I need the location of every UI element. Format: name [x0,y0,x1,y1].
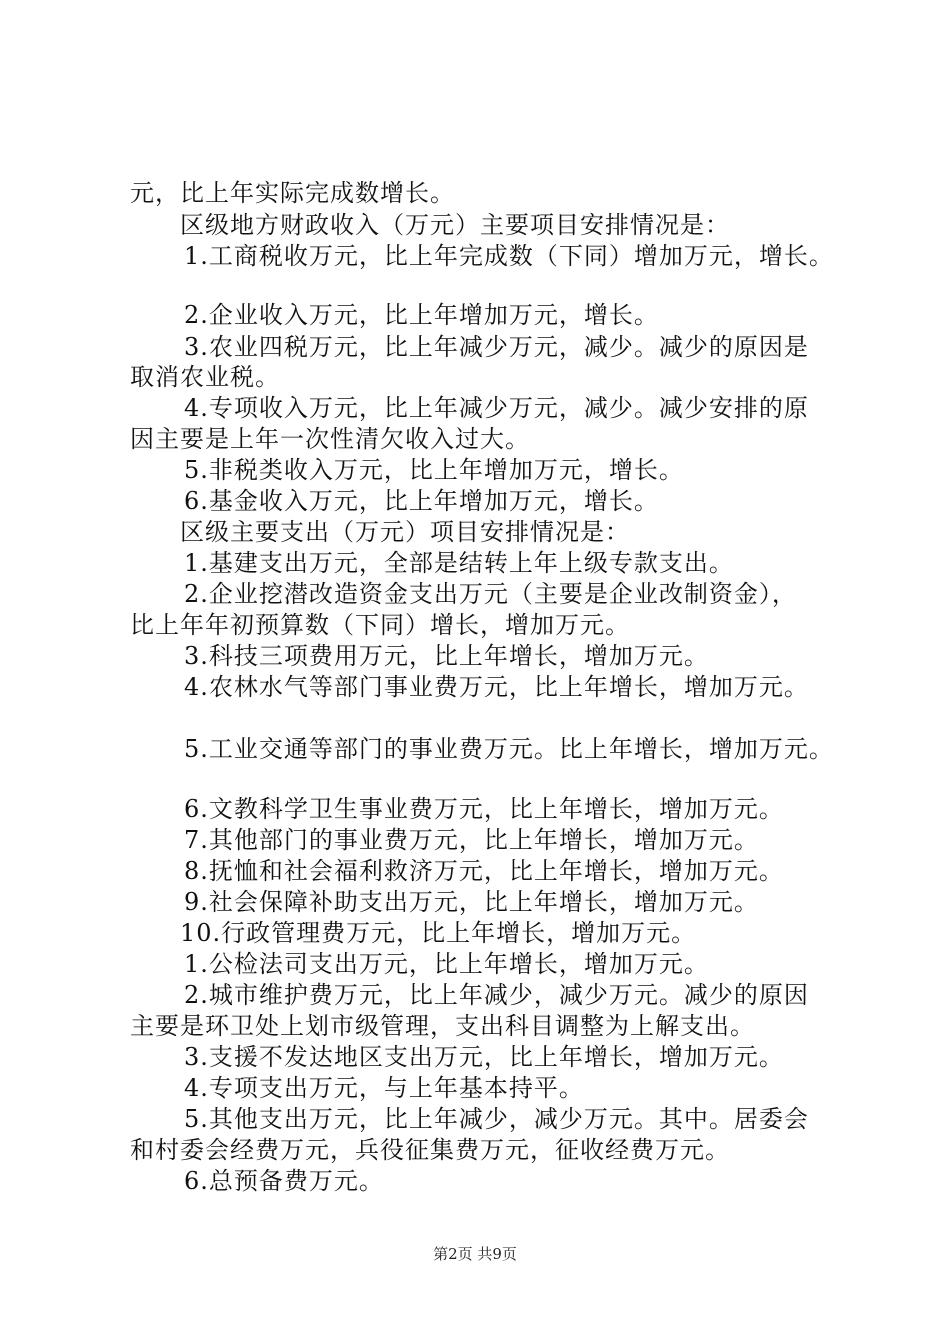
page-number-footer: 第2页 共9页 [433,1245,517,1263]
text-line-13: 2.企业挖潜改造资金支出万元（主要是企业改制资金）， [184,580,797,608]
text-line-19: 7.其他部门的事业费万元，比上年增长，增加万元。 [184,826,759,854]
text-line-24: 2.城市维护费万元，比上年减少，减少万元。减少的原因 [184,981,809,1009]
text-line-4: 2.企业收入万元，比上年增加万元，增长。 [184,301,659,329]
text-line-14: 比上年年初预算数（下同）增长，增加万元。 [130,611,630,639]
text-line-25: 主要是环卫处上划市级管理，支出科目调整为上解支出。 [130,1012,755,1040]
text-line-22: 10.行政管理费万元，比上年增长，增加万元。 [180,919,697,947]
text-line-23: 1.公检法司支出万元，比上年增长，增加万元。 [184,950,709,978]
text-line-30: 6.总预备费万元。 [184,1167,384,1195]
text-line-29: 和村委会经费万元，兵役征集费万元，征收经费万元。 [130,1136,730,1164]
text-line-16: 4.农林水气等部门事业费万元，比上年增长，增加万元。 [184,673,809,701]
text-line-12: 1.基建支出万元，全部是结转上年上级专款支出。 [184,549,734,577]
text-line-6: 取消农业税。 [130,363,280,391]
text-line-5: 3.农业四税万元，比上年减少万元，减少。减少的原因是 [184,333,809,361]
text-line-28: 5.其他支出万元，比上年减少，减少万元。其中。居委会 [184,1105,809,1133]
text-line-8: 因主要是上年一次性清欠收入过大。 [130,425,530,453]
text-line-3: 1.工商税收万元，比上年完成数（下同）增加万元，增长。 [184,242,834,270]
text-line-2: 区级地方财政收入（万元）主要项目安排情况是： [180,211,730,239]
text-line-17: 5.工业交通等部门的事业费万元。比上年增长，增加万元。 [184,735,834,763]
text-line-18: 6.文教科学卫生事业费万元，比上年增长，增加万元。 [184,795,784,823]
text-line-26: 3.支援不发达地区支出万元，比上年增长，增加万元。 [184,1043,784,1071]
text-line-7: 4.专项收入万元，比上年减少万元，减少。减少安排的原 [184,394,809,422]
text-line-9: 5.非税类收入万元，比上年增加万元，增长。 [184,456,684,484]
text-line-20: 8.抚恤和社会福利救济万元，比上年增长，增加万元。 [184,857,784,885]
text-line-21: 9.社会保障补助支出万元，比上年增长，增加万元。 [184,888,759,916]
text-line-11: 区级主要支出（万元）项目安排情况是： [180,518,630,546]
text-line-10: 6.基金收入万元，比上年增加万元，增长。 [184,487,659,515]
text-line-27: 4.专项支出万元，与上年基本持平。 [184,1074,584,1102]
text-line-15: 3.科技三项费用万元，比上年增长，增加万元。 [184,642,709,670]
text-line-1: 元，比上年实际完成数增长。 [130,179,455,207]
